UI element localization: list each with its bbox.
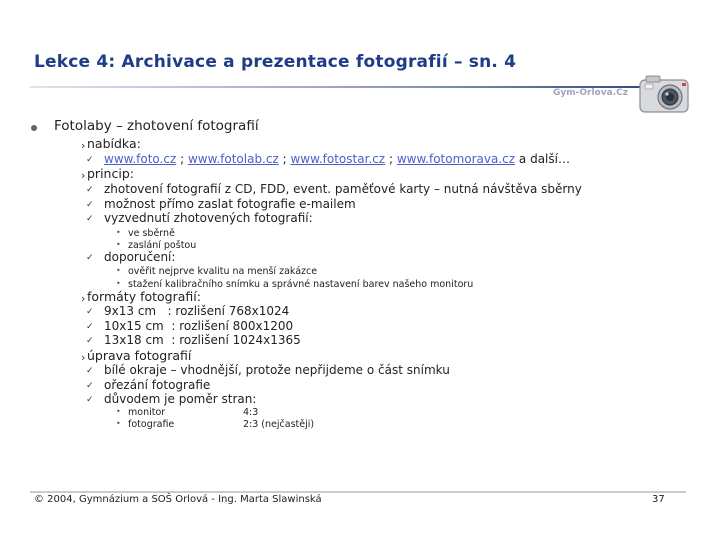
- check-bullet-icon: ✓: [86, 381, 94, 391]
- uprava-item: ořezání fotografie: [104, 378, 211, 392]
- small-bullet: •: [116, 419, 121, 428]
- pickup-item: ve sběrně: [128, 228, 175, 239]
- small-bullet: •: [116, 407, 121, 416]
- check-bullet-icon: ✓: [86, 307, 94, 317]
- small-bullet: •: [116, 279, 121, 288]
- ratio-name: monitor: [128, 407, 166, 418]
- slide-title: Lekce 4: Archivace a prezentace fotografií – sn. 4: [34, 52, 517, 72]
- check-bullet-icon: ✓: [86, 395, 94, 405]
- format-item: 10x15 cm : rozlišení 800x1200: [104, 319, 294, 333]
- ratio-value: 2:3 (nejčastěji): [243, 419, 315, 430]
- princip-item: možnost přímo zaslat fotografie e-mailem: [104, 197, 356, 211]
- uprava-item: bílé okraje – vhodnější, protože nepřijdeme o část snímku: [104, 363, 450, 377]
- princip-label: princip:: [87, 166, 134, 181]
- camera-icon: [636, 68, 696, 118]
- check-bullet-icon: ✓: [86, 200, 94, 210]
- main-bullet: [31, 125, 37, 131]
- page-number: 37: [652, 494, 665, 505]
- arrow-bullet-icon: ›: [81, 351, 86, 364]
- nabidka-suffix: a další…: [518, 152, 570, 166]
- nabidka-label: nabídka:: [87, 136, 141, 151]
- arrow-bullet-icon: ›: [81, 139, 86, 152]
- footer-divider: [30, 491, 686, 493]
- doporuceni-label: doporučení:: [104, 250, 176, 264]
- link-fotostar[interactable]: www.fotostar.cz: [290, 152, 386, 166]
- ratio-name: fotografie: [128, 419, 175, 430]
- link-fotolab[interactable]: www.fotolab.cz: [187, 152, 279, 166]
- ratio-value: 4:3: [243, 407, 259, 418]
- check-bullet-icon: ✓: [86, 185, 94, 195]
- link-fotomorava[interactable]: www.fotomorava.cz: [396, 152, 516, 166]
- check-bullet-icon: ✓: [86, 322, 94, 332]
- pickup-item: zaslání poštou: [128, 240, 197, 251]
- doporuceni-item: ověřit nejprve kvalitu na menší zakázce: [128, 266, 318, 277]
- footer-copyright: © 2004, Gymnázium a SOŠ Orlová - Ing. Marta Slawinská: [34, 494, 322, 505]
- brand-label: Gym-Orlova.Cz: [553, 88, 628, 98]
- format-item: 9x13 cm : rozlišení 768x1024: [104, 304, 290, 318]
- check-bullet-icon: ✓: [86, 253, 94, 263]
- check-bullet-icon: ✓: [86, 366, 94, 376]
- main-heading: Fotolaby – zhotovení fotografií: [54, 118, 259, 134]
- check-bullet-icon: ✓: [86, 336, 94, 346]
- check-bullet-icon: ✓: [86, 214, 94, 224]
- doporuceni-item: stažení kalibračního snímku a správné nastavení barev našeho monitoru: [128, 279, 474, 290]
- uprava-label: úprava fotografií: [87, 348, 192, 363]
- small-bullet: •: [116, 266, 121, 275]
- princip-item: vyzvednutí zhotovených fotografií:: [104, 211, 313, 225]
- princip-item: zhotovení fotografií z CD, FDD, event. paměťové karty – nutná návštěva sběrny: [104, 182, 582, 196]
- uprava-item: důvodem je poměr stran:: [104, 392, 257, 406]
- check-bullet-icon: ✓: [86, 155, 94, 165]
- arrow-bullet-icon: ›: [81, 292, 86, 305]
- small-bullet: •: [116, 240, 121, 249]
- nabidka-links: www.foto.cz ; www.fotolab.cz ; www.fotostar.cz ; www.fotomorava.cz a další…: [104, 152, 570, 166]
- format-item: 13x18 cm : rozlišení 1024x1365: [104, 333, 301, 347]
- arrow-bullet-icon: ›: [81, 169, 86, 182]
- link-foto[interactable]: www.foto.cz: [104, 152, 177, 166]
- small-bullet: •: [116, 228, 121, 237]
- formaty-label: formáty fotografií:: [87, 289, 201, 304]
